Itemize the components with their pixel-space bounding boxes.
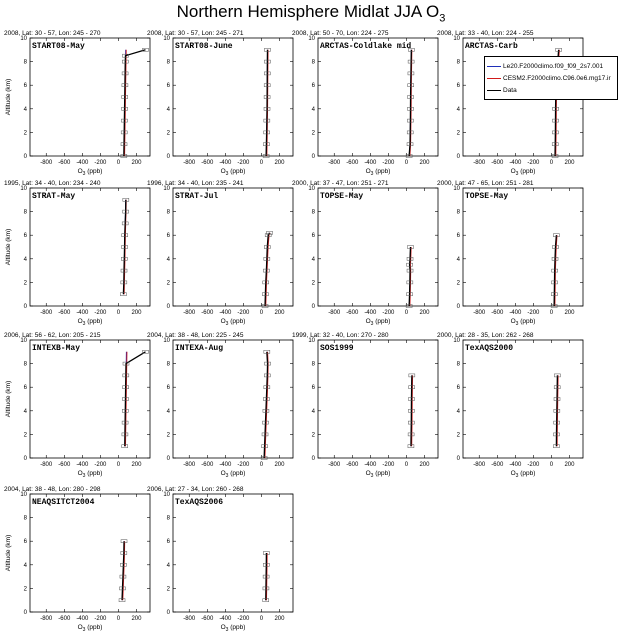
x-tick-label: -400 — [76, 462, 89, 468]
panel-1 — [4, 30, 150, 177]
y-tick-label: 4 — [311, 408, 315, 415]
y-tick-label: 2 — [23, 130, 27, 137]
y-tick-label: 8 — [311, 209, 315, 216]
x-tick-label: -400 — [364, 462, 377, 468]
x-tick-label: -400 — [219, 462, 232, 468]
y-tick-label: 0 — [23, 456, 27, 462]
x-axis-label — [511, 470, 536, 479]
y-tick-label: 8 — [456, 209, 460, 216]
panel-frame — [318, 188, 438, 306]
x-axis-label-unit: (ppb) — [373, 318, 391, 325]
x-tick-label: -600 — [346, 310, 359, 316]
y-tick-label: 2 — [23, 586, 27, 593]
x-tick-label: -800 — [183, 310, 196, 316]
y-tick-label: 8 — [23, 515, 27, 522]
x-tick-label: -400 — [76, 616, 89, 622]
x-tick-label: -400 — [219, 616, 232, 622]
y-tick-label: 10 — [20, 492, 27, 498]
y-tick-label: 8 — [166, 209, 170, 216]
panel-label: ARCTAS-Coldlake mid — [320, 42, 412, 51]
x-axis-label-sub: 3 — [82, 171, 86, 177]
x-tick-label: 200 — [564, 160, 575, 166]
y-tick-label: 4 — [311, 256, 315, 263]
y-tick-label: 0 — [311, 154, 315, 160]
y-tick-label: 6 — [166, 233, 170, 240]
x-tick-label: 0 — [404, 462, 409, 468]
x-axis-label-sub: 3 — [370, 171, 374, 177]
panel-frame — [173, 340, 293, 458]
x-tick-label: -600 — [201, 160, 214, 166]
panel-label: INTEXB-May — [32, 344, 81, 353]
x-axis-label-main: O — [77, 470, 83, 477]
x-axis-label-sub: 3 — [225, 473, 229, 479]
x-tick-label: -200 — [237, 160, 250, 166]
panel-10 — [147, 332, 293, 479]
y-tick-label: 2 — [456, 280, 460, 287]
y-tick-label: 10 — [453, 186, 460, 192]
y-tick-label: 4 — [166, 562, 170, 569]
x-tick-label: -800 — [328, 160, 341, 166]
y-tick-label: 8 — [166, 361, 170, 368]
x-axis-label-sub: 3 — [225, 171, 229, 177]
x-tick-label: -600 — [346, 160, 359, 166]
y-tick-label: 10 — [163, 492, 170, 498]
y-tick-label: 2 — [456, 432, 460, 439]
x-tick-label: -400 — [219, 160, 232, 166]
y-tick-label: 10 — [163, 338, 170, 344]
panel-label: STRAT-Jul — [175, 192, 219, 201]
figure-title-main: Northern Hemisphere Midlat JJA O — [176, 2, 440, 21]
y-tick-label: 4 — [23, 562, 27, 569]
x-tick-label: 0 — [116, 462, 121, 468]
panel-info: 2008, Lat: 33 - 40, Lon: 224 - 255 — [437, 30, 534, 37]
x-tick-label: -600 — [201, 616, 214, 622]
legend-entry-model-1 — [487, 61, 603, 71]
x-axis-label-unit: (ppb) — [85, 318, 103, 325]
x-tick-label: 200 — [274, 616, 285, 622]
x-axis-label-main: O — [220, 168, 226, 175]
panel-label: START08-June — [175, 42, 233, 51]
y-tick-label: 8 — [166, 59, 170, 66]
y-tick-label: 8 — [23, 59, 27, 66]
y-tick-label: 0 — [456, 456, 460, 462]
x-axis-label-unit: (ppb) — [85, 624, 103, 631]
panel-8 — [437, 180, 583, 327]
y-tick-label: 4 — [456, 256, 460, 263]
y-tick-label: 6 — [311, 233, 315, 240]
x-tick-label: -800 — [40, 310, 53, 316]
x-tick-label: -200 — [94, 160, 107, 166]
y-tick-label: 0 — [456, 304, 460, 310]
y-tick-label: 0 — [456, 154, 460, 160]
y-tick-label: 2 — [166, 432, 170, 439]
y-tick-label: 6 — [23, 539, 27, 546]
x-axis-label — [221, 470, 246, 479]
panel-info: 1999, Lat: 32 - 40, Lon: 270 - 280 — [292, 332, 389, 339]
x-tick-label: 200 — [131, 160, 142, 166]
panel-label: SOS1999 — [320, 344, 354, 353]
data-line — [411, 375, 412, 446]
legend-label-model-2: CESM2.F2000climo.C96.0e6.mg17.ir — [503, 74, 611, 82]
panel-5 — [4, 180, 150, 327]
panel-11 — [292, 332, 438, 479]
x-tick-label: -800 — [40, 616, 53, 622]
y-tick-label: 4 — [311, 106, 315, 113]
panel-info: 1996, Lat: 34 - 40, Lon: 235 - 241 — [147, 180, 244, 187]
x-tick-label: -600 — [201, 462, 214, 468]
legend-line-model-1 — [487, 66, 501, 67]
panel-frame — [30, 38, 150, 156]
x-axis-label-unit: (ppb) — [518, 168, 536, 175]
x-tick-label: -200 — [527, 310, 540, 316]
x-tick-label: 200 — [131, 462, 142, 468]
x-axis-label-sub: 3 — [370, 321, 374, 327]
panel-13 — [4, 486, 150, 633]
x-axis-label-sub: 3 — [82, 321, 86, 327]
x-axis-label-sub: 3 — [515, 473, 519, 479]
x-tick-label: 0 — [116, 160, 121, 166]
x-tick-label: -200 — [527, 160, 540, 166]
panel-label: TexAQS2006 — [175, 498, 224, 507]
x-axis-label-main: O — [77, 168, 83, 175]
x-axis-label — [511, 168, 536, 177]
x-tick-label: -400 — [509, 462, 522, 468]
x-axis-label — [366, 168, 391, 177]
x-tick-label: 0 — [549, 462, 554, 468]
x-tick-label: 0 — [259, 616, 264, 622]
x-tick-label: -800 — [328, 310, 341, 316]
y-axis-label: Altitude (km) — [5, 228, 12, 266]
legend-label-data: Data — [503, 86, 517, 94]
panel-12 — [437, 332, 583, 479]
x-axis-label — [221, 318, 246, 327]
y-tick-label: 6 — [166, 539, 170, 546]
panel-frame — [173, 38, 293, 156]
x-tick-label: 0 — [259, 310, 264, 316]
y-tick-label: 4 — [23, 106, 27, 113]
x-tick-label: -600 — [58, 310, 71, 316]
y-tick-label: 2 — [311, 130, 315, 137]
panel-info: 2004, Lat: 38 - 48, Lon: 225 - 245 — [147, 332, 244, 339]
x-tick-label: -600 — [491, 160, 504, 166]
y-tick-label: 6 — [456, 233, 460, 240]
y-tick-label: 4 — [456, 408, 460, 415]
x-tick-label: -200 — [94, 462, 107, 468]
y-tick-label: 6 — [23, 385, 27, 392]
y-tick-label: 0 — [166, 610, 170, 616]
y-tick-label: 4 — [166, 256, 170, 263]
x-axis-label-unit: (ppb) — [373, 470, 391, 477]
y-tick-label: 2 — [23, 280, 27, 287]
panel-label: START08-May — [32, 42, 85, 51]
x-tick-label: 200 — [274, 160, 285, 166]
x-tick-label: -800 — [473, 310, 486, 316]
x-tick-label: -400 — [76, 310, 89, 316]
panel-9 — [4, 332, 150, 479]
x-tick-label: -400 — [76, 160, 89, 166]
y-tick-label: 8 — [456, 361, 460, 368]
y-tick-label: 8 — [166, 515, 170, 522]
x-tick-label: 0 — [259, 462, 264, 468]
x-tick-label: -200 — [382, 160, 395, 166]
y-tick-label: 4 — [23, 408, 27, 415]
panel-frame — [463, 188, 583, 306]
x-tick-label: 0 — [549, 310, 554, 316]
x-axis-label-main: O — [510, 168, 516, 175]
x-tick-label: 200 — [274, 462, 285, 468]
panel-info: 2006, Lat: 56 - 62, Lon: 205 - 215 — [4, 332, 101, 339]
y-tick-label: 2 — [23, 432, 27, 439]
y-tick-label: 0 — [23, 610, 27, 616]
x-axis-label-unit: (ppb) — [228, 624, 246, 631]
y-axis-label: Altitude (km) — [5, 380, 12, 418]
y-tick-label: 6 — [311, 83, 315, 90]
x-axis-label-unit: (ppb) — [518, 470, 536, 477]
y-tick-label: 10 — [20, 186, 27, 192]
y-tick-label: 8 — [311, 59, 315, 66]
data-line — [266, 553, 267, 600]
panel-info: 2000, Lat: 47 - 65, Lon: 251 - 281 — [437, 180, 534, 187]
panel-frame — [318, 38, 438, 156]
x-axis-label — [221, 624, 246, 633]
x-tick-label: -200 — [382, 462, 395, 468]
x-tick-label: -600 — [201, 310, 214, 316]
y-tick-label: 6 — [456, 83, 460, 90]
y-axis-label: Altitude (km) — [5, 534, 12, 572]
y-tick-label: 2 — [166, 280, 170, 287]
x-axis-label-main: O — [220, 318, 226, 325]
x-axis-label-unit: (ppb) — [518, 318, 536, 325]
panel-info: 2008, Lat: 30 - 57, Lon: 245 - 271 — [147, 30, 244, 37]
x-tick-label: 0 — [549, 160, 554, 166]
x-tick-label: -600 — [491, 462, 504, 468]
data-line — [124, 50, 146, 156]
x-axis-label-main: O — [365, 168, 371, 175]
x-axis-label-unit: (ppb) — [85, 168, 103, 175]
x-tick-label: -600 — [58, 462, 71, 468]
x-tick-label: 0 — [404, 160, 409, 166]
panel-frame — [173, 494, 293, 612]
panel-info: 1995, Lat: 34 - 40, Lon: 234 - 240 — [4, 180, 101, 187]
x-axis-label-main: O — [365, 318, 371, 325]
panel-label: INTEXA-Aug — [175, 344, 224, 353]
panel-frame — [30, 494, 150, 612]
x-axis-label-sub: 3 — [82, 627, 86, 633]
y-tick-label: 8 — [23, 361, 27, 368]
x-axis-label — [78, 318, 103, 327]
y-tick-label: 4 — [456, 106, 460, 113]
x-tick-label: 200 — [131, 616, 142, 622]
y-tick-label: 4 — [166, 106, 170, 113]
y-tick-label: 2 — [311, 280, 315, 287]
panel-label: NEAQSITCT2004 — [32, 498, 95, 507]
y-tick-label: 10 — [20, 338, 27, 344]
y-tick-label: 6 — [166, 385, 170, 392]
x-tick-label: -800 — [183, 160, 196, 166]
x-axis-label-main: O — [510, 318, 516, 325]
x-axis-label — [366, 318, 391, 327]
x-axis-label-unit: (ppb) — [228, 470, 246, 477]
y-axis-label: Altitude (km) — [5, 78, 12, 116]
x-axis-label — [78, 168, 103, 177]
panel-label: TOPSE-May — [465, 192, 509, 201]
x-tick-label: -200 — [237, 310, 250, 316]
x-tick-label: 200 — [131, 310, 142, 316]
panel-info: 2008, Lat: 50 - 70, Lon: 224 - 275 — [292, 30, 389, 37]
x-tick-label: -200 — [237, 616, 250, 622]
panel-label: STRAT-May — [32, 192, 76, 201]
x-tick-label: -600 — [346, 462, 359, 468]
x-tick-label: -800 — [473, 160, 486, 166]
x-tick-label: -600 — [58, 160, 71, 166]
panel-6 — [147, 180, 293, 327]
y-tick-label: 6 — [23, 83, 27, 90]
x-tick-label: -400 — [509, 310, 522, 316]
panel-14 — [147, 486, 293, 633]
x-axis-label — [221, 168, 246, 177]
y-tick-label: 4 — [23, 256, 27, 263]
legend — [484, 56, 618, 100]
x-axis-label-main: O — [220, 624, 226, 631]
x-tick-label: -400 — [364, 160, 377, 166]
panel-label: TexAQS2000 — [465, 344, 514, 353]
panel-frame — [318, 340, 438, 458]
figure-title-sub: 3 — [439, 12, 446, 25]
y-tick-label: 2 — [166, 586, 170, 593]
x-tick-label: 0 — [259, 160, 264, 166]
legend-entry-data — [487, 85, 517, 95]
x-axis-label-main: O — [220, 470, 226, 477]
y-tick-label: 6 — [23, 233, 27, 240]
x-axis-label-sub: 3 — [225, 627, 229, 633]
panel-info: 2004, Lat: 38 - 48, Lon: 280 - 298 — [4, 486, 101, 493]
x-axis-label-sub: 3 — [515, 321, 519, 327]
x-tick-label: -800 — [40, 160, 53, 166]
y-tick-label: 0 — [166, 154, 170, 160]
y-tick-label: 10 — [20, 36, 27, 42]
y-tick-label: 10 — [308, 186, 315, 192]
y-tick-label: 10 — [453, 338, 460, 344]
x-tick-label: -400 — [364, 310, 377, 316]
y-tick-label: 2 — [456, 130, 460, 137]
y-tick-label: 2 — [311, 432, 315, 439]
y-tick-label: 0 — [311, 456, 315, 462]
y-tick-label: 0 — [311, 304, 315, 310]
x-axis-label-unit: (ppb) — [373, 168, 391, 175]
panel-info: 2006, Lat: 27 - 34, Lon: 260 - 268 — [147, 486, 244, 493]
panel-label: ARCTAS-Carb — [465, 42, 518, 51]
panel-frame — [463, 340, 583, 458]
x-axis-label — [366, 470, 391, 479]
y-tick-label: 6 — [456, 385, 460, 392]
panel-frame — [30, 188, 150, 306]
x-axis-label-sub: 3 — [515, 171, 519, 177]
y-tick-label: 10 — [308, 338, 315, 344]
y-tick-label: 10 — [453, 36, 460, 42]
y-tick-label: 0 — [166, 304, 170, 310]
x-tick-label: -600 — [58, 616, 71, 622]
x-tick-label: -600 — [491, 310, 504, 316]
panel-info: 2000, Lat: 28 - 35, Lon: 262 - 268 — [437, 332, 534, 339]
x-axis-label-main: O — [510, 470, 516, 477]
data-line — [125, 352, 146, 446]
x-tick-label: -800 — [473, 462, 486, 468]
legend-entry-model-2 — [487, 73, 611, 83]
y-tick-label: 10 — [163, 186, 170, 192]
x-tick-label: 200 — [274, 310, 285, 316]
panel-2 — [147, 30, 293, 177]
x-tick-label: -200 — [94, 616, 107, 622]
panel-info: 2008, Lat: 30 - 57, Lon: 245 - 270 — [4, 30, 101, 37]
panel-4 — [437, 30, 583, 177]
y-tick-label: 8 — [23, 209, 27, 216]
y-tick-label: 4 — [166, 408, 170, 415]
panel-frame — [30, 340, 150, 458]
x-axis-label-unit: (ppb) — [85, 470, 103, 477]
x-axis-label-sub: 3 — [225, 321, 229, 327]
x-axis-label-main: O — [77, 624, 83, 631]
legend-line-model-2 — [487, 78, 501, 79]
x-tick-label: 200 — [564, 462, 575, 468]
y-tick-label: 6 — [311, 385, 315, 392]
panel-frame — [173, 188, 293, 306]
x-tick-label: -200 — [94, 310, 107, 316]
x-tick-label: -400 — [509, 160, 522, 166]
y-tick-label: 10 — [308, 36, 315, 42]
x-tick-label: 200 — [419, 160, 430, 166]
y-tick-label: 6 — [166, 83, 170, 90]
x-tick-label: 200 — [419, 462, 430, 468]
x-axis-label-unit: (ppb) — [228, 318, 246, 325]
x-tick-label: -800 — [40, 462, 53, 468]
x-tick-label: 0 — [116, 310, 121, 316]
y-tick-label: 0 — [23, 154, 27, 160]
x-tick-label: -800 — [183, 616, 196, 622]
panel-info: 2000, Lat: 37 - 47, Lon: 251 - 271 — [292, 180, 389, 187]
x-tick-label: -200 — [527, 462, 540, 468]
x-tick-label: 0 — [404, 310, 409, 316]
x-axis-label-main: O — [77, 318, 83, 325]
x-tick-label: -200 — [237, 462, 250, 468]
x-tick-label: -800 — [183, 462, 196, 468]
x-tick-label: -400 — [219, 310, 232, 316]
x-axis-label-unit: (ppb) — [228, 168, 246, 175]
x-tick-label: 0 — [116, 616, 121, 622]
legend-label-model-1: Le20.F2000climo.f09_f09_2s7.001 — [503, 62, 604, 70]
x-axis-label-sub: 3 — [82, 473, 86, 479]
y-tick-label: 2 — [166, 130, 170, 137]
y-tick-label: 10 — [163, 36, 170, 42]
x-tick-label: -200 — [382, 310, 395, 316]
y-tick-label: 8 — [311, 361, 315, 368]
panel-3 — [292, 30, 438, 177]
panel-7 — [292, 180, 438, 327]
x-axis-label — [511, 318, 536, 327]
x-axis-label — [78, 624, 103, 633]
x-tick-label: 200 — [564, 310, 575, 316]
panel-label: TOPSE-May — [320, 192, 364, 201]
legend-line-data — [487, 90, 501, 91]
x-tick-label: -800 — [328, 462, 341, 468]
x-tick-label: 200 — [419, 310, 430, 316]
x-axis-label — [78, 470, 103, 479]
y-tick-label: 0 — [166, 456, 170, 462]
y-tick-label: 0 — [23, 304, 27, 310]
x-axis-label-main: O — [365, 470, 371, 477]
x-axis-label-sub: 3 — [370, 473, 374, 479]
y-tick-label: 8 — [456, 59, 460, 66]
